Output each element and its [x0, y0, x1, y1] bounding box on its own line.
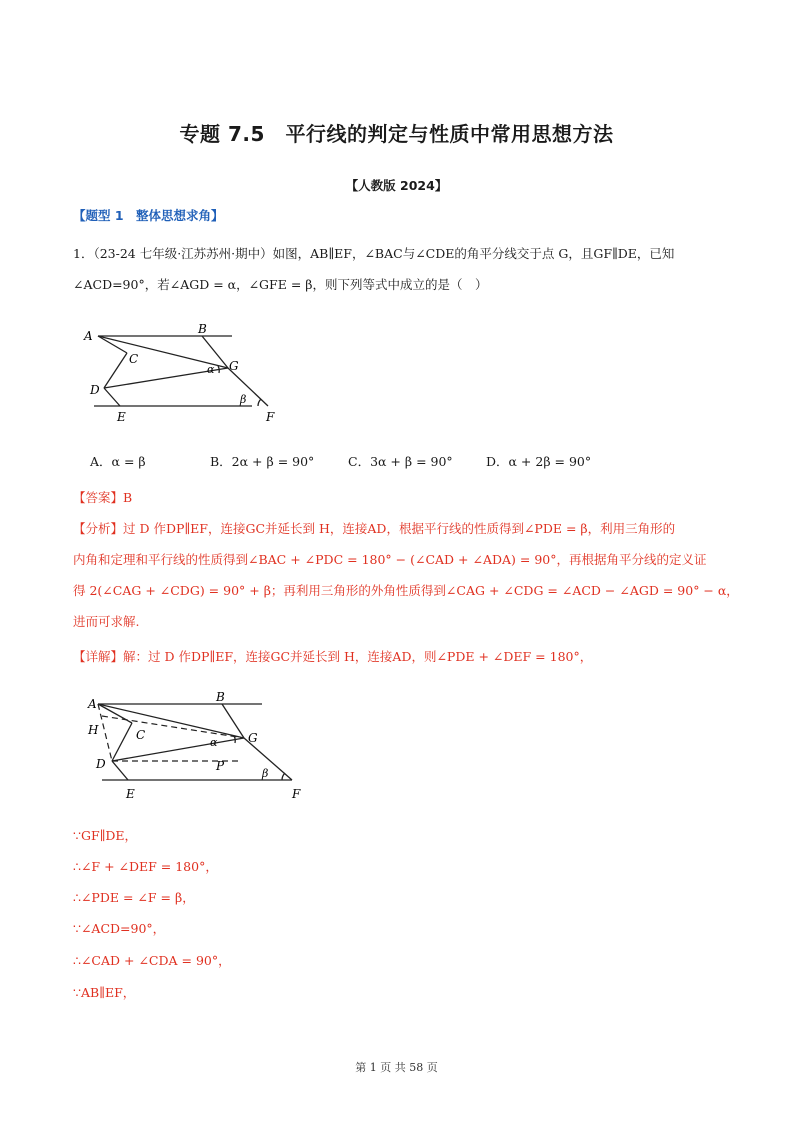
line-dg: [112, 738, 244, 761]
step-line-2: ∴∠F + ∠DEF = 180°，: [73, 859, 218, 874]
analysis-line-2: 内角和定理和平行线的性质得到∠BAC + ∠PDC = 180° − (∠CAD + ∠ADA) = 90°，再根据角平分线的定义证: [73, 552, 707, 567]
fig2-label-c: C: [136, 728, 146, 742]
page-title: 专题 7.5 平行线的判定与性质中常用思想方法: [179, 122, 614, 146]
beta-arc: [258, 399, 261, 406]
fig2-label-alpha: α: [210, 736, 218, 749]
figure-2-diagram: [82, 686, 314, 806]
line-cd: [104, 353, 127, 388]
line-ag: [98, 704, 244, 738]
beta-arc: [282, 773, 285, 780]
type-heading: 【题型 1 整体思想求角】: [73, 208, 224, 223]
detail-line: [73, 647, 592, 665]
fig2-label-d: D: [96, 757, 106, 771]
fig2-label-b: B: [216, 690, 225, 704]
fig2-label-f: F: [292, 787, 301, 801]
figure-1-diagram: [80, 318, 290, 430]
line-de: [104, 388, 120, 406]
dashed-line-ad: [98, 704, 112, 761]
fig1-label-g: G: [229, 359, 239, 373]
detail-text: 解：过 D 作DP∥EF，连接GC并延长到 H，连接AD，则∠PDE + ∠DEF = 180°，: [123, 649, 593, 664]
line-gf: [228, 368, 268, 406]
answer-options: [0, 452, 793, 476]
line-de: [112, 761, 128, 780]
question-line-1: 1．（23-24 七年级·江苏苏州·期中）如图，AB∥EF，∠BAC与∠CDE的角平分线交于点 G，且GF∥DE，已知: [73, 246, 675, 261]
line-ac: [98, 336, 127, 353]
option-a[interactable]: A．α = β: [90, 454, 146, 469]
option-d[interactable]: D．α + 2β = 90°: [486, 454, 592, 469]
fig1-label-b: B: [198, 322, 207, 336]
edition-subtitle: 【人教版 2024】: [345, 178, 448, 193]
analysis-line-1: 【分析】过 D 作DP∥EF，连接GC并延长到 H，连接AD，根据平行线的性质得到∠PDE = β，利用三角形的: [73, 521, 676, 536]
question-line-2: ∠ACD=90°，若∠AGD = α，∠GFE = β，则下列等式中成立的是（ ）: [73, 277, 488, 292]
option-b[interactable]: B．2α + β = 90°: [210, 454, 315, 469]
fig1-label-alpha: α: [207, 363, 215, 376]
option-c[interactable]: C．3α + β = 90°: [348, 454, 453, 469]
step-line-4: ∵∠ACD=90°，: [73, 921, 166, 936]
line-cd: [112, 723, 132, 761]
step-line-5: ∴∠CAD + ∠CDA = 90°，: [73, 953, 231, 968]
fig1-label-f: F: [266, 410, 275, 424]
answer-line: 【答案】B: [73, 490, 133, 505]
dashed-line-hg: [102, 716, 244, 738]
fig2-label-h: H: [88, 723, 99, 737]
fig2-label-e: E: [126, 787, 135, 801]
line-bg: [222, 704, 244, 738]
step-line-3: ∴∠PDE = ∠F = β，: [73, 890, 195, 905]
fig1-label-a: A: [84, 329, 93, 343]
detail-prefix: 【详解】: [73, 649, 124, 664]
analysis-line-4: 进而可求解.: [73, 614, 140, 629]
fig2-label-g: G: [248, 731, 258, 745]
fig2-label-a: A: [88, 697, 97, 711]
page-footer: 第 1 页 共 58 页: [355, 1061, 438, 1074]
analysis-line-3: 得 2(∠CAG + ∠CDG) = 90° + β；再利用三角形的外角性质得到∠CAG + ∠CDG = ∠ACD − ∠AGD = 90° − α，: [73, 583, 739, 598]
fig1-label-beta: β: [240, 393, 247, 406]
step-line-6: ∵AB∥EF，: [73, 985, 136, 1000]
fig1-label-e: E: [117, 410, 126, 424]
fig1-label-d: D: [90, 383, 100, 397]
step-line-1: ∵GF∥DE，: [73, 828, 138, 843]
fig2-label-beta: β: [262, 767, 269, 780]
fig1-label-c: C: [129, 352, 139, 366]
fig2-label-p: P: [216, 759, 225, 773]
